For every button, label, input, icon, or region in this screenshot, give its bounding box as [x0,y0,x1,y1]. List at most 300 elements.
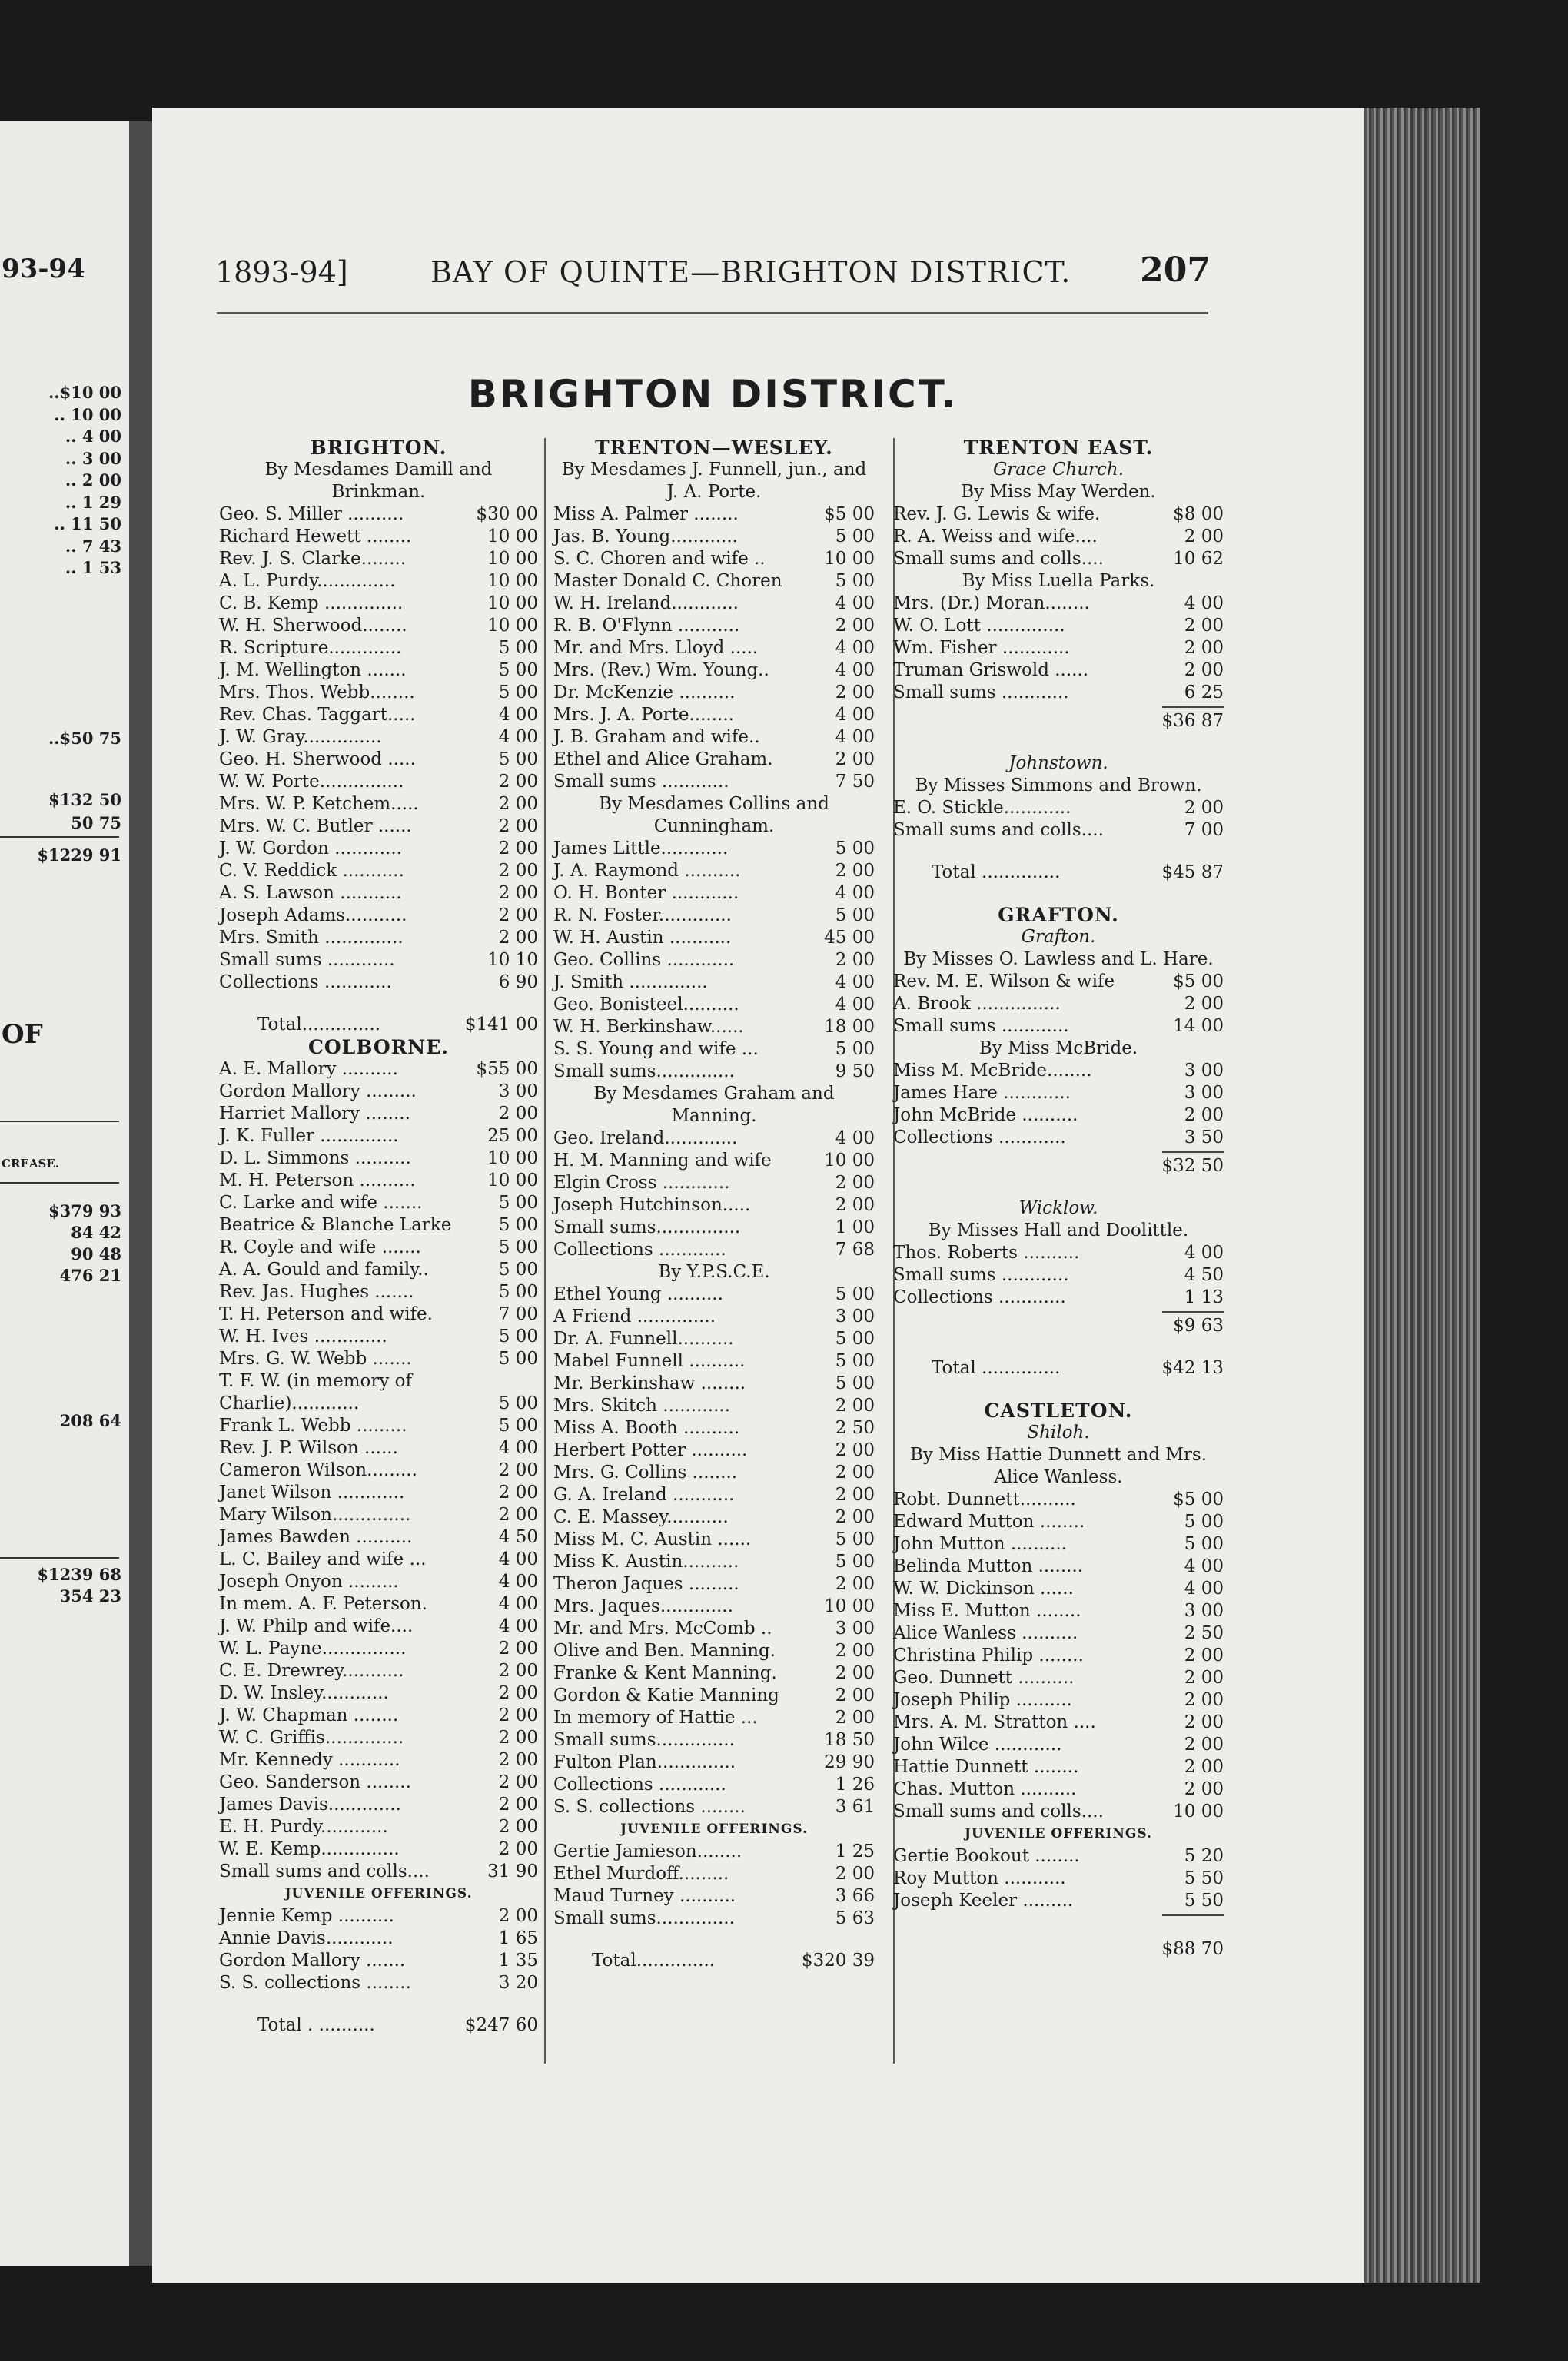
section-heading: BRIGHTON. [310,437,447,459]
donor-name: Mrs. Thos. Webb........ [219,682,415,702]
spacer [219,1994,538,2014]
amount: 4 00 [835,995,875,1014]
donor-name: Olive and Ben. Manning. [553,1641,776,1661]
amount: $5 00 [1173,1489,1224,1509]
collectors-line: By Mesdames Damill and Brinkman. [264,460,493,502]
amount: 4 50 [1184,1265,1224,1285]
amount: 2 00 [835,1574,875,1594]
amount: 4 00 [835,883,875,903]
donation-row [893,1489,1224,1511]
donor-name: Dr. McKenzie .......... [553,682,736,702]
amount: 2 00 [835,616,875,636]
donation-row [219,1504,538,1526]
donation-row [553,526,875,548]
donor-name: W. W. Dickinson ...... [893,1579,1074,1599]
donation-row [219,1526,538,1549]
facing-subtotal-b: 50 75 [71,813,121,832]
donor-name: Small sums ............ [553,772,729,792]
donor-name: Janet Wilson ............ [219,1483,405,1503]
donation-row [219,860,538,882]
amount: 2 00 [498,1705,538,1725]
amount: 2 00 [835,1708,875,1728]
donor-name: John Wilce ............ [893,1735,1062,1755]
amount: 10 00 [824,1596,875,1616]
donor-name: E. O. Stickle............ [893,798,1071,818]
donation-row [553,838,875,860]
amount: 25 00 [487,1126,538,1146]
amount: 4 00 [498,705,538,725]
section-heading: CASTLETON. [984,1400,1133,1422]
donation-row [219,1459,538,1482]
donor-name: Gordon Mallory ......... [219,1081,417,1101]
donor-name: In mem. A. F. Peterson. [219,1594,427,1614]
amount: $5 00 [824,504,875,524]
donation-row [553,1350,875,1373]
donation-row [219,1705,538,1727]
donor-name: Rev. J. G. Lewis & wife. [893,504,1101,524]
donor-name: J. M. Wellington ....... [219,660,407,680]
amount: 5 63 [835,1908,875,1928]
donation-row [553,1194,875,1217]
donor-name: Joseph Hutchinson..... [553,1195,751,1215]
donation-row [219,1482,538,1504]
amount: 10 00 [487,1148,538,1168]
amount: 2 00 [835,1485,875,1505]
facing-subtotal-a: $132 50 [48,790,121,809]
donor-name: Thos. Roberts .......... [893,1243,1080,1263]
amount: 14 00 [1173,1016,1224,1036]
donation-row [893,1622,1224,1645]
donation-row [219,793,538,815]
spacer [893,1380,1224,1400]
amount: 3 00 [1184,1601,1224,1621]
amount: 5 00 [835,526,875,546]
donor-name: Jas. B. Young............ [553,526,738,546]
donation-row [219,1125,538,1147]
donor-name: Miss A. Booth .......... [553,1418,740,1438]
donor-name: Mrs. Jaques............. [553,1596,733,1616]
donor-name: Small sums.............. [553,1061,735,1081]
amount: 1 35 [498,1951,538,1971]
header-year: 1893-94] [215,255,348,289]
donation-row [553,1596,875,1618]
amount: 5 00 [498,660,538,680]
donor-name: C. B. Kemp .............. [219,593,404,613]
section-heading: COLBORNE. [307,1036,449,1058]
amount: 2 00 [498,861,538,881]
facing-amount: .. 7 43 [65,536,121,556]
donation-row [553,704,875,726]
donor-name: W. H. Austin ........... [553,928,732,948]
donation-row [553,1885,875,1908]
donation-row [553,1440,875,1462]
donor-name: R. N. Foster............. [553,905,732,925]
subtotal-row [893,1938,1224,1961]
donation-row [893,1600,1224,1622]
amount: 4 00 [835,660,875,680]
amount: 5 00 [835,1373,875,1393]
amount: 31 90 [487,1861,538,1881]
donor-name: Total.............. [592,1951,716,1971]
collectors-line: By Misses Simmons and Brown. [915,775,1202,795]
donor-name: J. A. Raymond .......... [553,861,741,881]
donor-name: Ethel Murdoff......... [553,1864,729,1884]
rule-line [1162,706,1224,708]
amount: 2 00 [835,1641,875,1661]
donation-row [553,1729,875,1752]
donor-name: Mrs. Skitch ............ [553,1396,730,1416]
amount: 3 66 [835,1886,875,1906]
donor-name: Harriet Mallory ........ [219,1104,410,1124]
donation-row [219,1972,538,1994]
amount: 2 00 [1184,1779,1224,1799]
header-title: BAY OF QUINTE—BRIGHTON DISTRICT. [430,255,1071,289]
donation-row [553,1328,875,1350]
amount: 2 50 [1184,1623,1224,1643]
amount: 2 00 [835,1173,875,1193]
donation-row [219,1192,538,1214]
total-row [893,862,1224,884]
amount: 5 00 [498,1282,538,1302]
donor-name: O. H. Bonter ............ [553,883,739,903]
amount: 10 00 [487,549,538,569]
donor-name: Gertie Jamieson........ [553,1841,742,1861]
donor-name: Chas. Mutton .......... [893,1779,1077,1799]
subtotal-row [893,710,1224,732]
amount: 2 00 [835,1685,875,1705]
donation-row [219,1281,538,1303]
donor-name: Joseph Keeler ......... [893,1891,1074,1911]
donor-name: W. O. Lott .............. [893,616,1065,636]
donation-row [553,994,875,1016]
amount: 5 00 [835,1351,875,1371]
amount: 2 00 [835,861,875,881]
amount: 10 00 [487,593,538,613]
donation-row [553,1038,875,1061]
donation-row [893,1667,1224,1689]
donor-name: Small sums and colls.... [893,1801,1104,1821]
amount: 1 25 [835,1841,875,1861]
amount: 2 00 [498,1839,538,1859]
donor-name: W. H. Ireland............ [553,593,739,613]
amount: 2 00 [498,1817,538,1837]
donor-name: Belinda Mutton ........ [893,1556,1084,1576]
donor-name: E. H. Purdy............ [219,1817,388,1837]
amount: 5 00 [498,1193,538,1213]
amount: 2 00 [1184,660,1224,680]
donation-row [893,548,1224,570]
amount: 2 00 [835,1864,875,1884]
donor-name: W. C. Griffis.............. [219,1728,404,1748]
donation-row [553,860,875,882]
collectors-line: By Mesdames Graham and Manning. [593,1084,835,1126]
donor-name: Total .............. [932,862,1061,882]
total-row [553,1950,875,1972]
donation-row [553,637,875,659]
donor-name: R. B. O'Flynn ........... [553,616,740,636]
donor-name: C. E. Massey........... [553,1507,729,1527]
donation-row [553,1685,875,1707]
donor-name: Geo. Sanderson ........ [219,1772,411,1792]
donation-row [893,993,1224,1015]
facing-increase: $379 93 [48,1201,121,1220]
donation-row [219,1727,538,1749]
donor-name: T. H. Peterson and wife. [219,1304,433,1324]
column-trenton-east-grafton-castleton [893,437,1224,1961]
amount: 5 00 [835,1329,875,1349]
amount: 2 00 [835,749,875,769]
subtotal-rule [893,1149,1224,1155]
donation-row [553,1484,875,1506]
donation-row [219,1303,538,1326]
donation-row [219,503,538,526]
subtotal-rule [893,1309,1224,1315]
amount: 2 00 [498,772,538,792]
donation-row [553,949,875,971]
donation-row [553,1061,875,1083]
amount: 4 00 [498,727,538,747]
amount: 5 00 [498,638,538,658]
juvenile-offerings-heading: JUVENILE OFFERINGS. [284,1886,473,1901]
donation-row [553,1462,875,1484]
amount: 7 00 [498,1304,538,1324]
donor-name: J. Smith .............. [553,972,708,992]
amount: 10 00 [487,1171,538,1190]
donor-name: Mabel Funnell .......... [553,1351,746,1371]
donor-name: Joseph Philip .......... [893,1690,1072,1710]
donation-row [219,548,538,570]
donation-row [893,1264,1224,1287]
donor-name: Annie Davis............ [219,1928,394,1948]
donor-name: W. H. Sherwood........ [219,616,407,636]
amount: 2 00 [1184,638,1224,658]
donation-row [553,682,875,704]
donor-name: Mr. and Mrs. Lloyd ..... [553,638,759,658]
donation-row [553,1172,875,1194]
donor-name: James Bawden .......... [219,1527,413,1547]
amount: 2 00 [1184,994,1224,1014]
amount: $320 39 [801,1951,875,1971]
facing-page-header: 93-94 [2,254,85,284]
donation-row [219,771,538,793]
donation-row [219,1370,538,1393]
amount: 2 00 [835,1195,875,1215]
amount: 7 00 [1184,820,1224,840]
facing-amount: .. 1 53 [65,558,121,577]
section-heading: TRENTON EAST. [963,437,1154,459]
amount: 2 00 [835,1507,875,1527]
donation-row [893,1127,1224,1149]
donor-name: Mrs. J. A. Porte........ [553,705,734,725]
donation-row [219,838,538,860]
donation-row [553,1640,875,1662]
donor-name: Franke & Kent Manning. [553,1663,777,1683]
amount: 10 00 [1173,1801,1224,1821]
donor-name: A. Brook ............... [893,994,1061,1014]
amount: 10 10 [487,950,538,970]
donor-name: D. W. Insley............ [219,1683,389,1703]
subtotal-rule [893,1912,1224,1918]
amount: $36 87 [1161,711,1224,731]
page-stack-edge [1364,108,1480,2283]
donor-name: Gordon Mallory ....... [219,1951,406,1971]
amount: 4 00 [1184,593,1224,613]
donor-name: Christina Philip ........ [893,1645,1084,1665]
donation-row [553,1306,875,1328]
donation-row [219,749,538,771]
donor-name: James Davis............. [219,1795,401,1815]
donation-row [553,1618,875,1640]
facing-increase: 84 42 [71,1223,121,1242]
donor-name: J. W. Philp and wife.... [219,1616,414,1636]
church-name: Grafton. [1021,927,1096,947]
amount: 4 00 [1184,1556,1224,1576]
amount: 2 00 [498,1483,538,1503]
donation-row [553,1127,875,1150]
donor-name: Robt. Dunnett.......... [893,1489,1076,1509]
donor-name: Elgin Cross ............ [553,1173,730,1193]
donor-name: John Mutton .......... [893,1534,1067,1554]
donor-name: Rev. J. P. Wilson ...... [219,1438,398,1458]
facing-rule [0,836,119,838]
donation-row [893,503,1224,526]
facing-amount: .. 2 00 [65,470,121,490]
donor-name: C. Larke and wife ....... [219,1193,423,1213]
spacer [553,1930,875,1950]
donor-name: Alice Wanless .......... [893,1623,1078,1643]
donation-row [219,526,538,548]
donor-name: Ethel Young .......... [553,1284,723,1304]
donor-name: In memory of Hattie ... [553,1708,758,1728]
donation-row [553,1796,875,1818]
amount: 5 00 [498,1215,538,1235]
donation-row [553,548,875,570]
district-title: BRIGHTON DISTRICT. [467,372,958,417]
amount: 2 00 [1184,798,1224,818]
donation-row [553,570,875,593]
donation-row [219,1437,538,1459]
donor-name: Frank L. Webb ......... [219,1416,407,1436]
donor-name: Rev. Chas. Taggart..... [219,705,416,725]
facing-increase: 90 48 [71,1244,121,1264]
amount: 4 00 [498,1594,538,1614]
donor-name: Mrs. G. W. Webb ....... [219,1349,412,1369]
donation-row [219,1638,538,1660]
donor-name: Mrs. (Rev.) Wm. Young.. [553,660,769,680]
amount: 2 00 [1184,1645,1224,1665]
donor-name: Small sums.............. [553,1730,735,1750]
donor-name: W. L. Payne............... [219,1639,407,1659]
donor-name: D. L. Simmons .......... [219,1148,411,1168]
donation-row [219,1660,538,1682]
amount: 10 00 [487,526,538,546]
donation-row [553,1016,875,1038]
donor-name: Jennie Kemp .......... [219,1906,394,1926]
amount: 5 00 [498,1237,538,1257]
donation-row [219,1348,538,1370]
donor-name: Small sums ............ [219,950,395,970]
amount: 4 00 [1184,1579,1224,1599]
facing-rule [0,1557,119,1559]
donation-row [219,815,538,838]
donation-row [893,971,1224,993]
amount: 5 20 [1184,1846,1224,1866]
donation-row [553,971,875,994]
amount: 4 00 [835,638,875,658]
donor-name: Beatrice & Blanche Larke [219,1215,452,1235]
amount: 2 00 [498,1728,538,1748]
donor-name: Geo. Collins ............ [553,950,735,970]
donor-name: Charlie)............ [219,1393,360,1413]
amount: 2 00 [1184,1105,1224,1125]
donation-row [219,704,538,726]
donor-name: J. W. Gordon ............ [219,838,402,858]
amount: 4 00 [498,1549,538,1569]
donation-row [219,882,538,905]
donor-name: S. C. Choren and wife .. [553,549,766,569]
donation-row [553,1662,875,1685]
amount: 3 20 [498,1973,538,1993]
donation-row [219,1816,538,1838]
donation-row [219,1772,538,1794]
amount: 5 00 [835,571,875,591]
amount: 6 90 [498,972,538,992]
amount: 2 00 [498,883,538,903]
donor-name: Fulton Plan.............. [553,1752,736,1772]
donation-row [553,1239,875,1261]
donation-row [893,1890,1224,1912]
donor-name: R. A. Weiss and wife.... [893,526,1098,546]
donation-row [219,1616,538,1638]
church-name: Shiloh. [1027,1423,1090,1443]
donor-name: Small sums ............ [893,1265,1069,1285]
donor-name: A Friend .............. [553,1307,716,1327]
spacer [893,732,1224,752]
amount: 2 00 [1184,1690,1224,1710]
donation-row [553,749,875,771]
rule-line [1162,1151,1224,1153]
amount: 2 00 [498,1460,538,1480]
amount: 3 00 [835,1307,875,1327]
amount: 5 00 [835,1529,875,1549]
subtotal-row [893,1315,1224,1337]
amount: 1 13 [1184,1287,1224,1307]
donor-name: Small sums and colls.... [219,1861,430,1881]
amount: $30 00 [476,504,538,524]
donation-row [893,819,1224,842]
donor-name: Miss E. Mutton ........ [893,1601,1081,1621]
donation-row [553,1841,875,1863]
amount: $42 13 [1161,1358,1224,1378]
donor-name: Richard Hewett ........ [219,526,412,546]
amount: 10 00 [824,549,875,569]
amount: 1 00 [835,1217,875,1237]
donor-name: W. H. Berkinshaw...... [553,1017,744,1037]
donation-row [893,637,1224,659]
facing-heading: OF [2,1019,43,1050]
donation-row [893,1778,1224,1801]
amount: 5 00 [498,682,538,702]
amount: 18 50 [824,1730,875,1750]
facing-increase-mid: 208 64 [59,1411,121,1430]
donor-name: Edward Mutton ........ [893,1512,1085,1532]
amount: 4 00 [1184,1243,1224,1263]
donation-row [553,593,875,615]
donation-row [893,1801,1224,1823]
facing-page [0,121,129,2266]
facing-rule [0,1182,119,1184]
amount: 2 00 [835,950,875,970]
